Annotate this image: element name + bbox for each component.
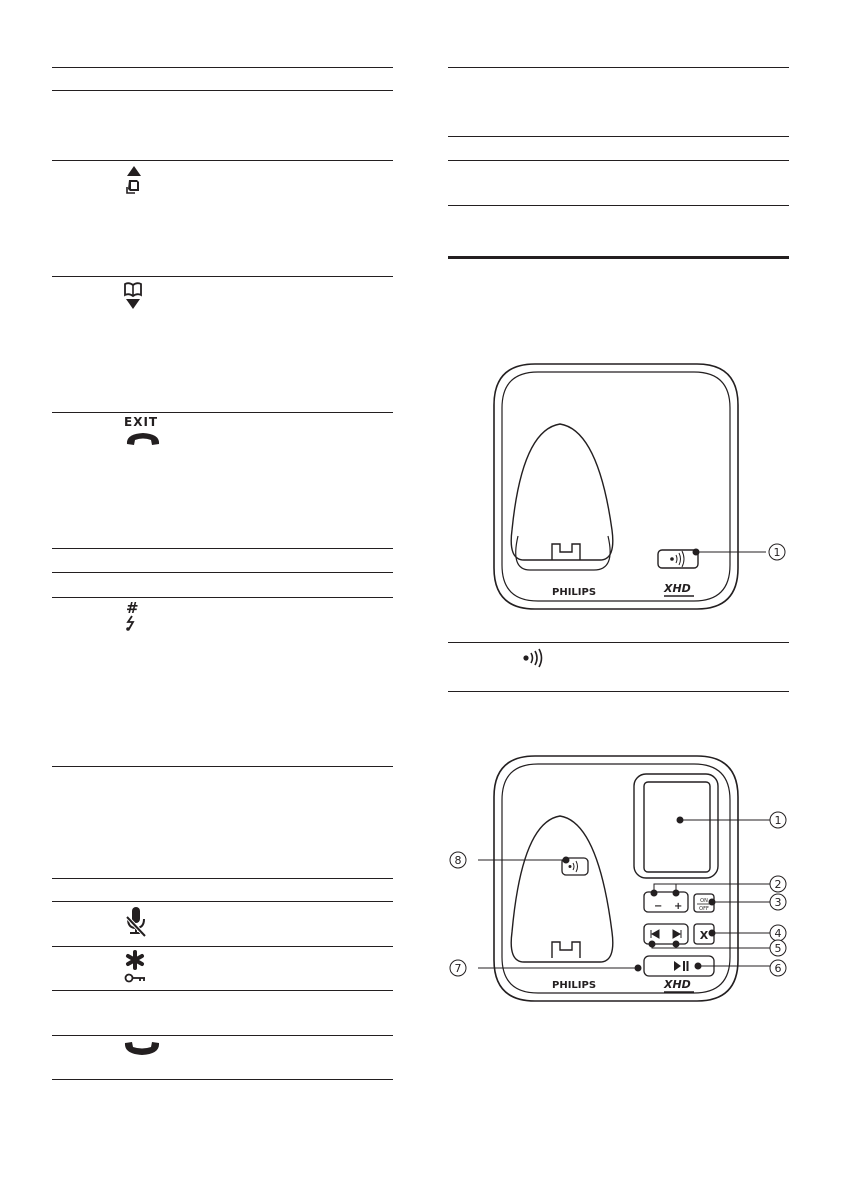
table-rule [448,67,789,68]
base-station-illustration [490,360,790,620]
callout-number: 6 [774,962,782,975]
volume-plus-label: + [674,901,683,912]
off-label: OFF [699,906,709,912]
xhd-logo: XHD [664,582,691,595]
table-rule [52,412,393,413]
table-rule [52,160,393,161]
up-arrow-redial-icon [124,165,144,197]
table-rule [52,67,393,68]
paging-icon [522,648,544,668]
table-rule [448,136,789,137]
phonebook-down-arrow-icon [123,281,143,311]
volume-minus-label: − [654,901,663,912]
callout-number: 8 [454,854,462,867]
callout-number: 3 [774,896,782,909]
table-rule [52,990,393,991]
brand-label: PHILIPS [552,980,597,991]
base-station-answering-illustration [448,752,790,1012]
table-rule [52,1035,393,1036]
table-rule [52,548,393,549]
callout-number: 4 [774,927,782,940]
hash-ringer-off-icon [124,600,140,632]
end-call-icon [124,430,162,448]
brand-label: PHILIPS [552,587,597,598]
table-rule [448,691,789,692]
table-rule [448,642,789,643]
table-rule [52,766,393,767]
table-rule [448,160,789,161]
svg-text:#: # [126,599,139,617]
talk-icon [122,1040,162,1058]
table-rule [52,878,393,879]
exit-label: EXIT [124,415,159,429]
table-rule [52,276,393,277]
table-rule [52,597,393,598]
table-rule [52,572,393,573]
callout-number: 5 [774,942,782,955]
table-rule [52,946,393,947]
delete-label: X [699,929,709,942]
callout-number: 2 [774,878,782,891]
section-divider [448,256,789,259]
xhd-logo: XHD [664,978,691,991]
callout-number: 1 [774,814,782,827]
table-rule [52,901,393,902]
star-keylock-icon [122,950,148,984]
table-rule [448,205,789,206]
mute-microphone-icon [124,906,148,938]
table-rule [52,1079,393,1080]
callout-number: 7 [454,962,462,975]
table-rule [52,90,393,91]
callout-number: 1 [773,546,781,559]
on-label: ON [700,898,708,904]
